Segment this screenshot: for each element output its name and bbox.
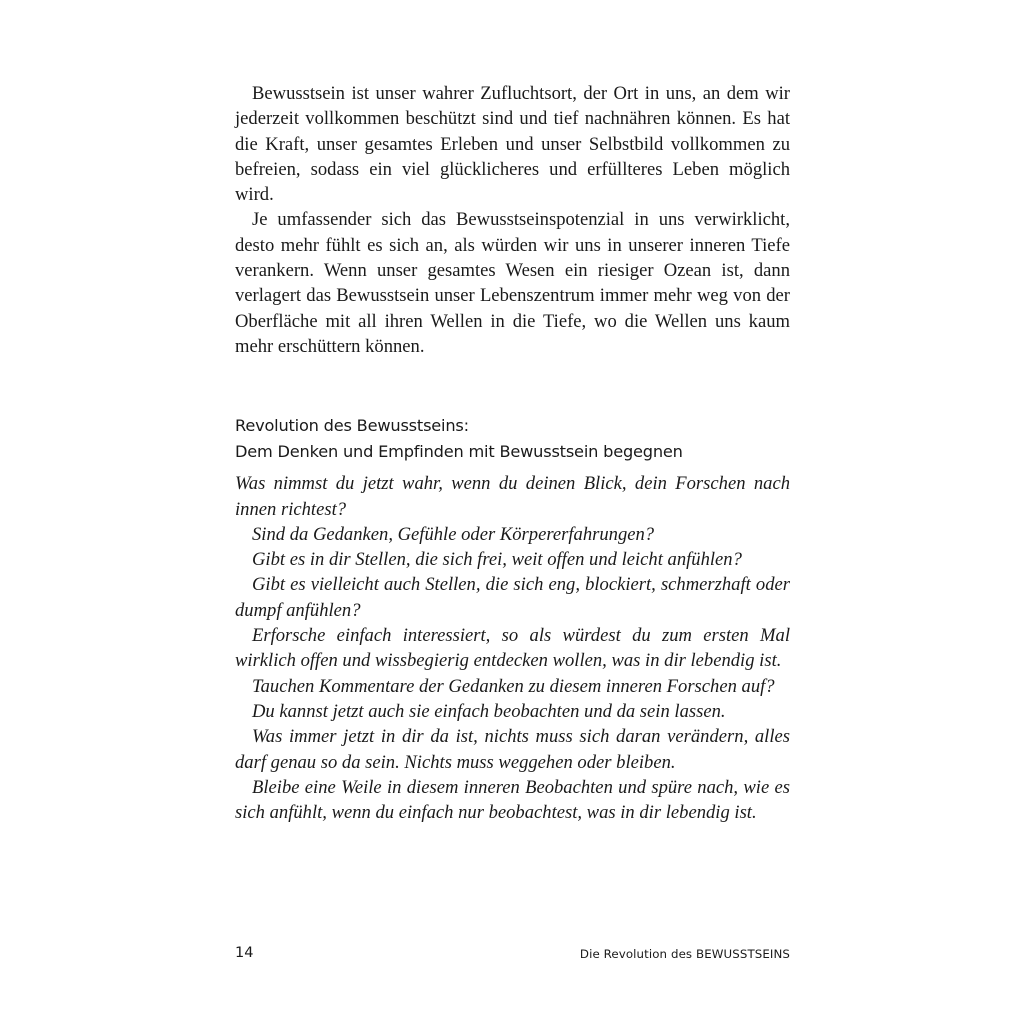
page-footer: [235, 945, 790, 967]
exercise-paragraph-6: Tauchen Kommentare der Gedanken zu diesem inneren Forschen auf?: [252, 675, 775, 697]
section-heading-line-2: Dem Denken und Empfinden mit Bewusstsein begegnen: [235, 441, 683, 461]
exercise-paragraph-7: Du kannst jetzt auch sie einfach beobachten und da sein lassen.: [252, 700, 726, 722]
exercise-paragraph-5: Erforsche einfach interessiert, so als würdest du zum ersten Mal wirklich offen und wissbegierig entdecken wollen, was in dir lebendig ist.: [235, 625, 790, 672]
exercise-paragraph-3: Gibt es in dir Stellen, die sich frei, weit offen und leicht anfühlen?: [252, 549, 742, 571]
exercise-paragraph-2: Sind da Gedanken, Gefühle oder Körpererfahrungen?: [252, 523, 655, 545]
exercise-text: [235, 471, 790, 825]
intro-paragraph-1: Bewusstsein ist unser wahrer Zufluchtsort, der Ort in uns, an dem wir jederzeit vollkommen beschützt sind und tief nachnähren können. Es hat die Kraft, unser gesamtes Erleben und unser Selbstbild vollkommen zu befreien, sodass ein viel glücklicheres und erfüllteres Leben möglich wird.: [235, 83, 790, 206]
page-number: 14: [235, 945, 254, 961]
intro-text: [235, 81, 790, 359]
section-heading-line-1: Revolution des Bewusstseins:: [235, 416, 469, 436]
intro-paragraph-2: Je umfassender sich das Bewusstseinspotenzial in uns verwirklicht, desto mehr fühlt es sich an, als würden wir uns in unserer inneren Tiefe verankern. Wenn unser gesamtes Wesen ein riesiger Ozean ist, dann verlagert das Bewusstsein unser Lebenszentrum immer mehr weg von der Oberfläche mit all ihren Wellen in die Tiefe, wo die Wellen uns kaum mehr erschüttern können.: [235, 209, 790, 357]
running-head: Die Revolution des BEWUSSTSEINS: [579, 947, 790, 961]
exercise-paragraph-1: Was nimmst du jetzt wahr, wenn du deinen Blick, dein Forschen nach innen richtest?: [235, 473, 790, 520]
section-heading: [235, 413, 790, 464]
exercise-paragraph-9: Bleibe eine Weile in diesem inneren Beobachten und spüre nach, wie es sich anfühlt, wenn du einfach nur beobachtest, was in dir lebendig ist.: [235, 776, 790, 824]
exercise-paragraph-4: Gibt es vielleicht auch Stellen, die sich eng, blockiert, schmerzhaft oder dumpf anfühlen?: [235, 574, 790, 621]
exercise-paragraph-8: Was immer jetzt in dir da ist, nichts muss sich daran verändern, alles darf genau so da sein. Nichts muss weggehen oder bleiben.: [235, 726, 790, 773]
book-page: [235, 81, 790, 825]
